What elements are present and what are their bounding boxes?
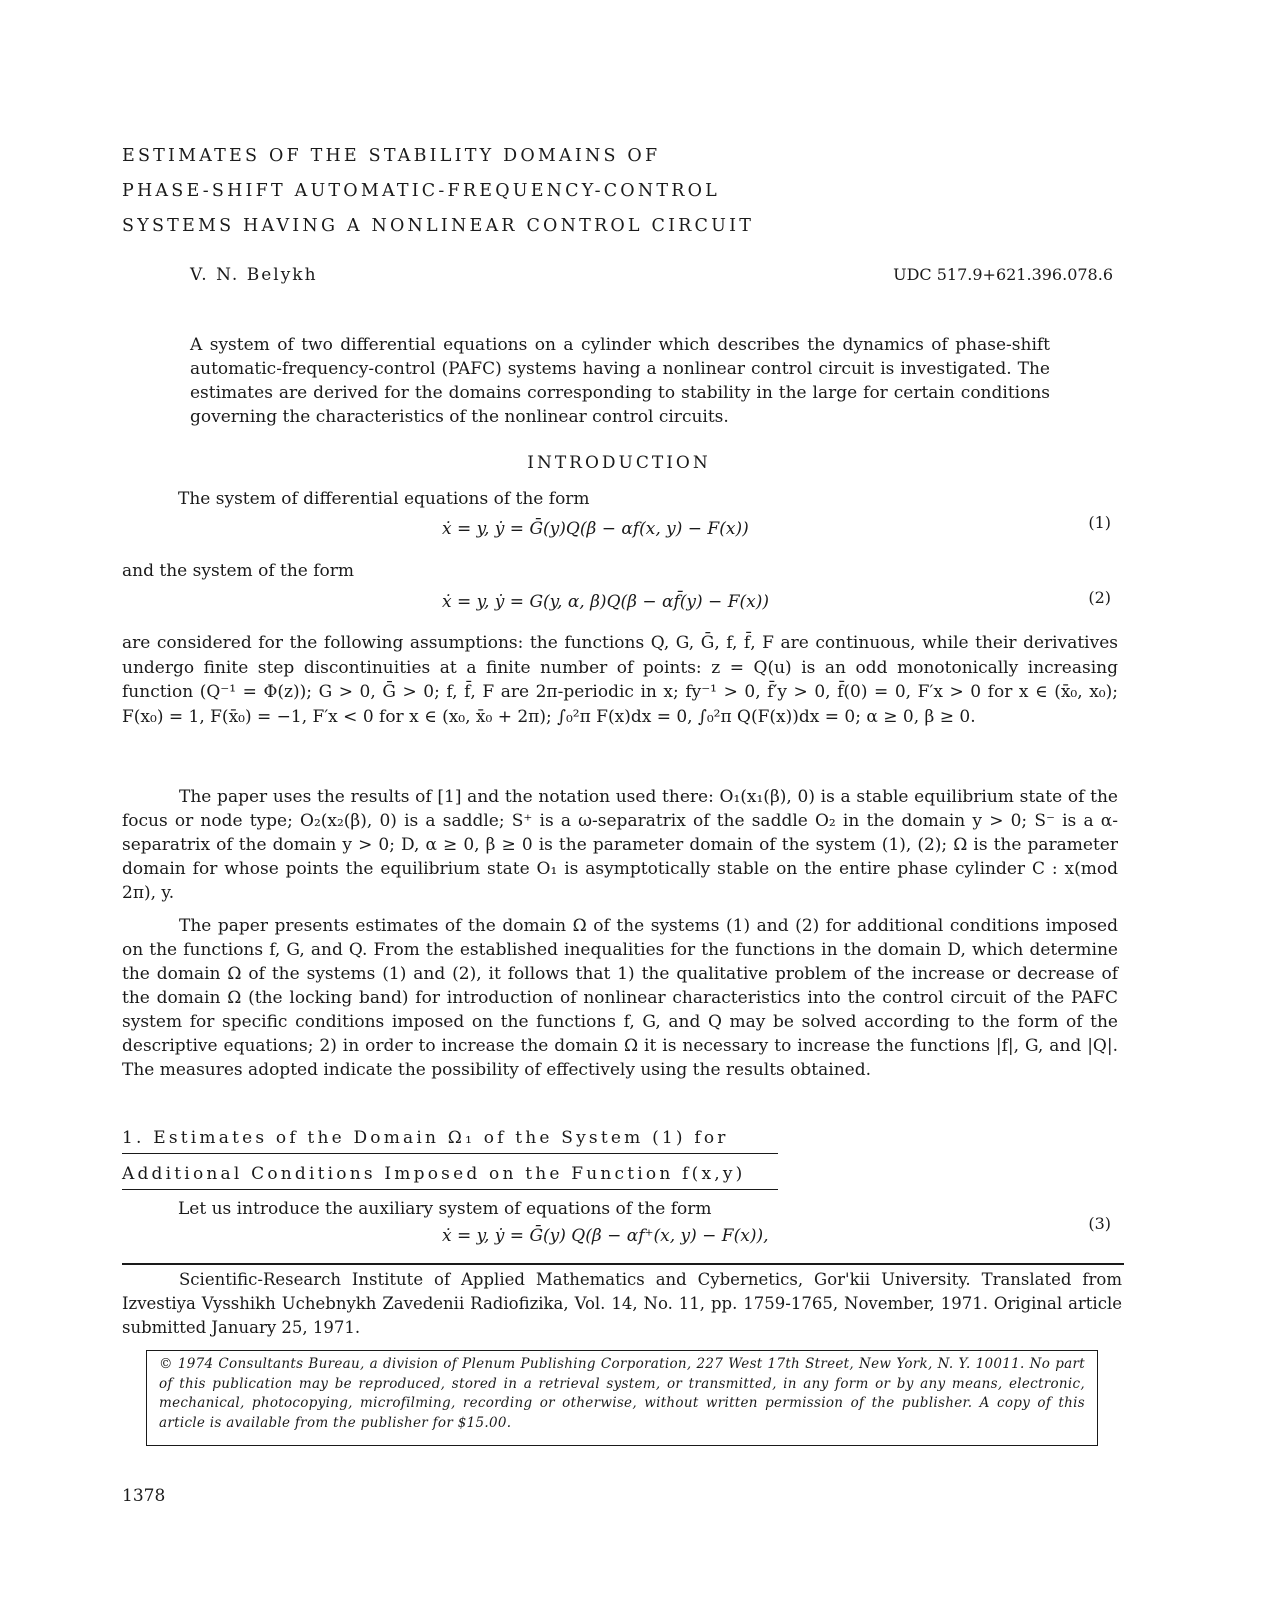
equation-2-number: (2) bbox=[1088, 588, 1111, 607]
title-line-3: SYSTEMS HAVING A NONLINEAR CONTROL CIRCUIT bbox=[122, 216, 755, 236]
section-1-lead: Let us introduce the auxiliary system of equations of the form bbox=[178, 1199, 712, 1219]
section-1-underline-1 bbox=[122, 1153, 778, 1154]
equation-2: ẋ = y, ẏ = G(y, α, β)Q(β − αf̄(y) − F(x)) bbox=[442, 592, 769, 612]
abstract: A system of two differential equations on a cylinder which describes the dynamics of phase-shift automatic-frequency-control (PAFC) systems having a nonlinear control circuit is investigated. The estimates are derived for the domains corresponding to stability in the large for certain conditions governing the characteristics of the nonlinear control circuits. bbox=[190, 335, 1050, 427]
page-number: 1378 bbox=[122, 1486, 166, 1506]
presents-paragraph: The paper presents estimates of the domain Ω of the systems (1) and (2) for additional conditions imposed on the functions f, G, and Q. From the established inequalities for the functions in the domain D, which determine the domain Ω of the systems (1) and (2), it follows that 1) the qualitative problem of the increase or decrease of the domain Ω (the locking band) for introduction of nonlinear characteristics into the control circuit of the PAFC system for specific conditions imposed on the functions f, G, and Q may be solved according to the form of the descriptive equations; 2) in order to increase the domain Ω it is necessary to increase the functions |f|, G, and |Q|. The measures adopted indicate the possibility of effectively using the results obtained. bbox=[122, 916, 1118, 1080]
copyright-text: © 1974 Consultants Bureau, a division of Plenum Publishing Corporation, 227 West 17th Street, New York, N. Y. 10011. No part of this publication may be reproduced, stored in a retrieval system, or transmitted, in any form or by any means, electronic, mechanical, photocopying, microfilming, recording or otherwise, without written permission of the publisher. A copy of this article is available from the publisher for $15.00. bbox=[159, 1356, 1085, 1431]
assumptions-paragraph: are considered for the following assumptions: the functions Q, G, Ḡ, f, f̄, F are continuous, while their derivatives undergo finite step discontinuities at a finite number of points: z = Q(u) is an odd monotonically increasing function (Q⁻¹ = Φ(z)); G > 0, Ḡ > 0; f, f̄, F are 2π-periodic in x; fy⁻¹ > 0, f̄′y > 0, f̄(0) = 0, F′x > 0 for x ∈ (x̄₀, x₀); F(x₀) = 1, F(x̄₀) = −1, F′x < 0 for x ∈ (x₀, x̄₀ + 2π); ∫₀²π F(x)dx = 0, ∫₀²π Q(F(x))dx = 0; α ≥ 0, β ≥ 0. bbox=[122, 633, 1118, 727]
title-line-2: PHASE-SHIFT AUTOMATIC-FREQUENCY-CONTROL bbox=[122, 181, 720, 201]
footnote: Scientific-Research Institute of Applied Mathematics and Cybernetics, Gor'kii University. Translated from Izvestiya Vysshikh Uchebnykh Zavedenii Radiofizika, Vol. 14, No. 11, pp. 1759-1765, November, 1971. Original article submitted January 25, 1971. bbox=[122, 1270, 1122, 1337]
section-1-heading-line-2: Additional Conditions Imposed on the Function f(x,y) bbox=[122, 1164, 746, 1184]
notation-paragraph: The paper uses the results of [1] and the notation used there: O₁(x₁(β), 0) is a stable equilibrium state of the focus or node type; O₂(x₂(β), 0) is a saddle; S⁺ is a ω-separatrix of the saddle O₂ in the domain y > 0; S⁻ is a α-separatrix of the domain y > 0; D, α ≥ 0, β ≥ 0 is the parameter domain of the system (1), (2); Ω is the parameter domain for whose points the equilibrium state O₁ is asymptotically stable on the entire phase cylinder C : x(mod 2π), y. bbox=[122, 787, 1118, 903]
title-line-1: ESTIMATES OF THE STABILITY DOMAINS OF bbox=[122, 146, 661, 166]
copyright-box bbox=[146, 1350, 1098, 1446]
author: V. N. Belykh bbox=[190, 265, 318, 285]
equation-1-number: (1) bbox=[1088, 513, 1111, 532]
equation-3-number: (3) bbox=[1088, 1214, 1111, 1233]
intro-and: and the system of the form bbox=[122, 561, 355, 581]
intro-lead: The system of differential equations of the form bbox=[178, 489, 590, 509]
section-1-heading-line-1: 1. Estimates of the Domain Ω₁ of the System (1) for bbox=[122, 1128, 729, 1148]
equation-1: ẋ = y, ẏ = Ḡ(y)Q(β − αf(x, y) − F(x)) bbox=[442, 519, 749, 539]
footnote-rule bbox=[122, 1263, 1124, 1265]
intro-heading: INTRODUCTION bbox=[527, 453, 711, 473]
equation-3: ẋ = y, ẏ = Ḡ(y) Q(β − αf⁺(x, y) − F(x)), bbox=[442, 1226, 769, 1246]
section-1-underline-2 bbox=[122, 1189, 778, 1190]
udc-code: UDC 517.9+621.396.078.6 bbox=[893, 265, 1113, 284]
